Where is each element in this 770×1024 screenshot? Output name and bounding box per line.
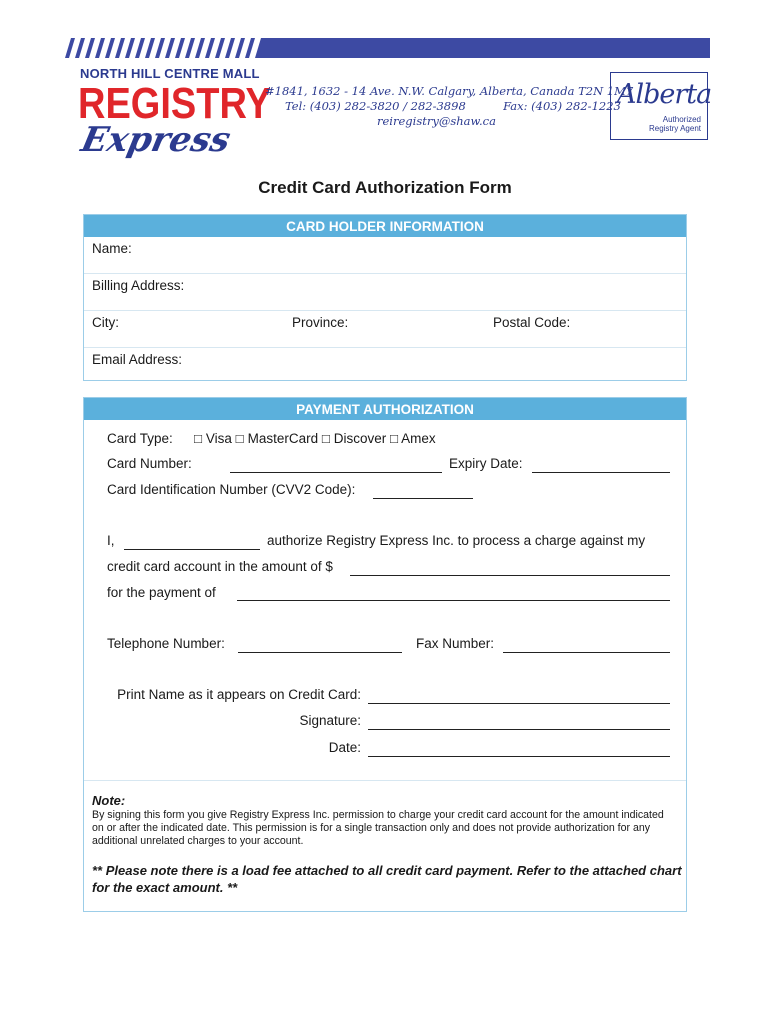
email-row[interactable] [84,348,686,384]
authorize-text: authorize Registry Express Inc. to process a charge against my [267,533,646,548]
logo-mall-name: NORTH HILL CENTRE MALL [80,66,260,81]
contact-email: reiregistry@shaw.ca [377,114,496,128]
alberta-authorized-agent-logo [610,72,712,140]
date-label: Date: [328,740,361,755]
expiry-date-label: Expiry Date: [449,456,523,471]
note-body: By signing this form you give Registry Express Inc. permission to charge your credit card account for the amount indicated on or after the indicated date. This permission is for a single transaction only and does not provide authorization for any additional unrelated charges to your account. [92,809,664,847]
print-name-label: Print Name as it appears on Credit Card: [117,687,361,702]
card-holder-section [83,214,687,381]
amount-field[interactable] [350,575,670,576]
contact-phones-row [265,99,621,114]
contact-fax: Fax: (403) 282-1223 [503,99,621,113]
card-number-field[interactable] [230,472,442,473]
contact-address: #1841, 1632 - 14 Ave. N.W. Calgary, Alberta, Canada T2N 1M7 [265,84,634,98]
note-divider [84,780,686,781]
province-label: Province: [292,315,349,330]
card-number-label: Card Number: [107,456,192,471]
card-type-options[interactable]: □ Visa □ MasterCard □ Discover □ Amex [194,431,436,446]
form-title: Credit Card Authorization Form [258,178,512,197]
city-province-postal-row[interactable] [84,311,686,348]
billing-address-row[interactable] [84,274,686,311]
card-holder-heading: CARD HOLDER INFORMATION [84,215,686,237]
logo-registry-word: REGISTRY [78,80,271,129]
date-field[interactable] [368,756,670,757]
load-fee-note: ** Please note there is a load fee attached to all credit card payment. Refer to the attached chart for the exact amount. ** [92,863,682,895]
name-row[interactable] [84,237,686,274]
print-name-field[interactable] [368,703,670,704]
telephone-field[interactable] [238,652,402,653]
city-label: City: [92,315,119,330]
expiry-date-field[interactable] [532,472,670,473]
payment-heading: PAYMENT AUTHORIZATION [84,398,686,420]
header-stripe-bar [55,38,710,58]
payment-of-text: for the payment of [107,585,216,600]
authorizer-name-field[interactable] [124,549,260,550]
alberta-subtitle [649,115,701,133]
alberta-sub-line1: Authorized [662,115,701,124]
contact-phones: Tel: (403) 282-3820 / 282-3898 [285,99,466,113]
cvv-field[interactable] [373,498,473,499]
amount-text: credit card account in the amount of $ [107,559,333,574]
fax-label: Fax Number: [416,636,495,651]
alberta-sub-line2: Registry Agent [648,124,701,133]
contact-info [265,84,634,129]
payment-of-field[interactable] [237,600,670,601]
signature-label: Signature: [299,713,361,728]
cvv-label: Card Identification Number (CVV2 Code): [107,482,356,497]
name-label: Name: [92,241,132,256]
email-label: Email Address: [92,352,183,367]
postal-code-label: Postal Code: [493,315,571,330]
telephone-label: Telephone Number: [107,636,225,651]
card-type-label: Card Type: [107,431,173,446]
alberta-word: Alberta [617,79,712,110]
note-heading: Note: [92,793,126,808]
i-label: I, [107,533,115,548]
fax-field[interactable] [503,652,670,653]
logo-express-word: Express [77,120,235,160]
signature-field[interactable] [368,729,670,730]
billing-address-label: Billing Address: [92,278,185,293]
